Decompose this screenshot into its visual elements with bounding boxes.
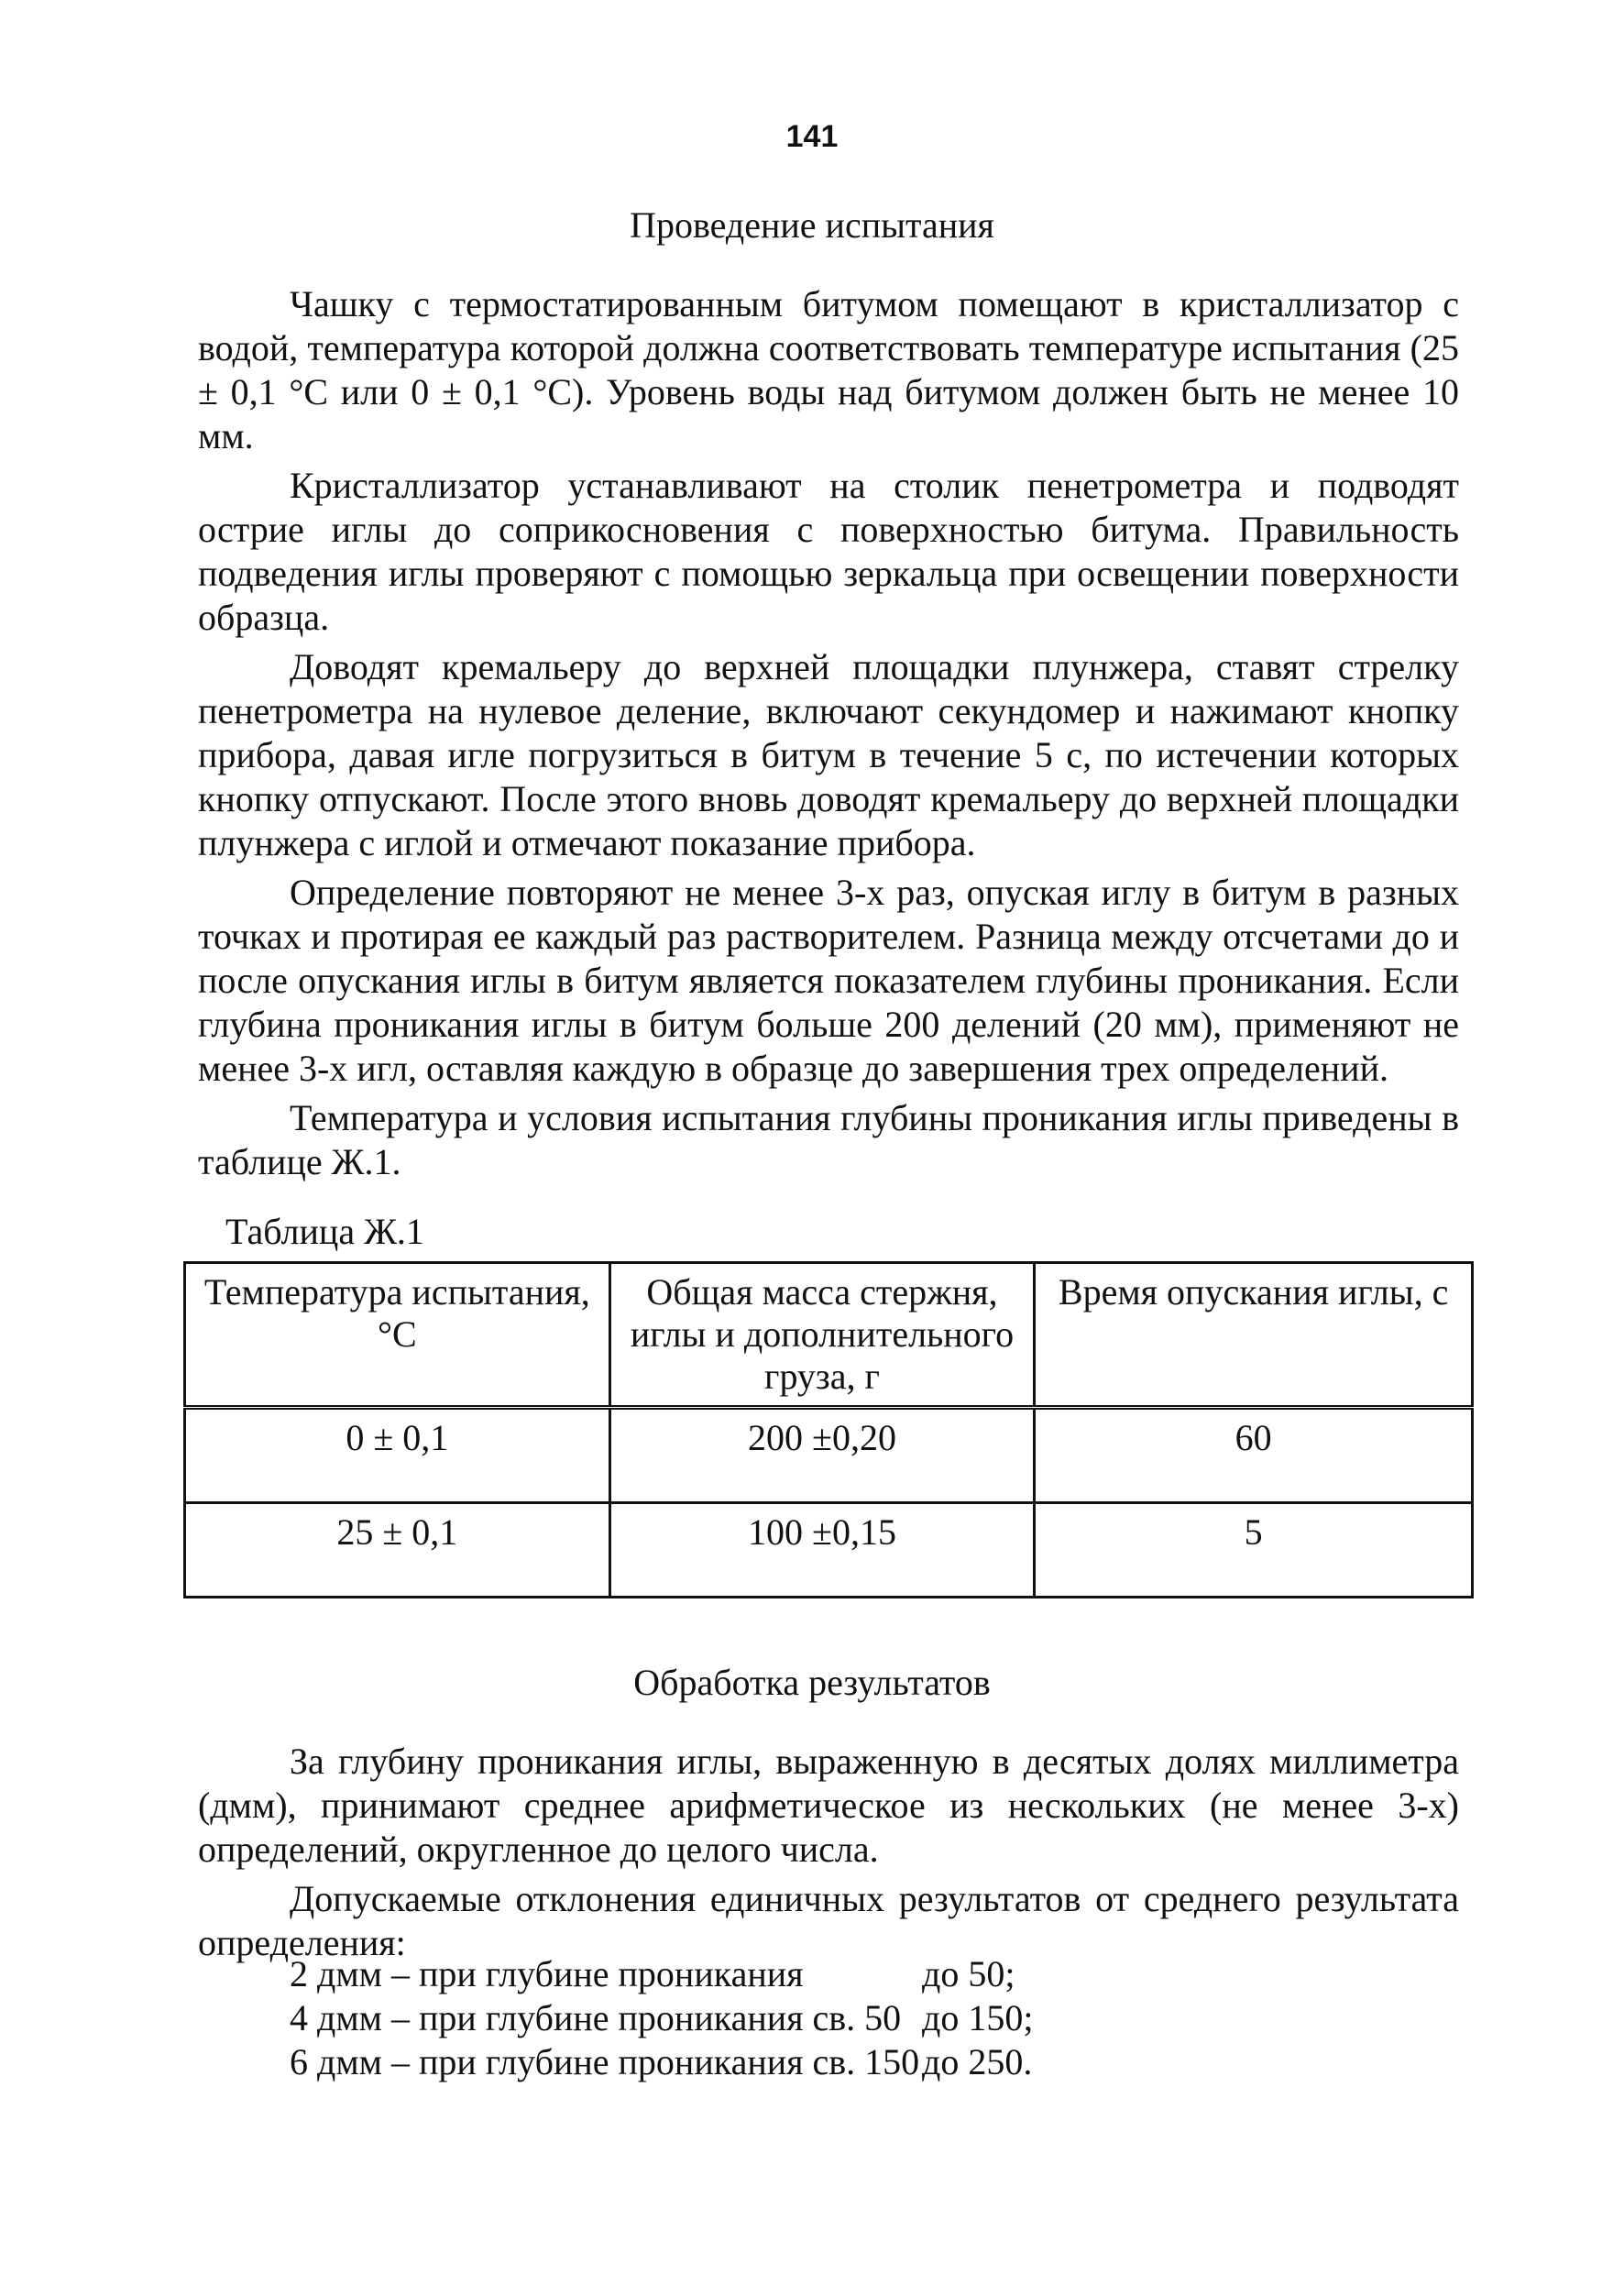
cell-mass: 100 ±0,15: [609, 1503, 1035, 1598]
results-text: [198, 1740, 1459, 1971]
cell-time: 5: [1035, 1503, 1473, 1598]
section-title-results: Обработка результатов: [633, 1662, 991, 1703]
table-header-row: [185, 1263, 1473, 1408]
paragraph: Чашку с термостатированным битумом помещают в кристаллизатор с водой, температура которой должна соответствовать температуре испытания (25 ± 0,1 °С или 0 ± 0,1 °С). Уровень воды над битумом должен быть не менее 10 мм.: [198, 283, 1459, 456]
header-time: Время опускания иглы, с: [1035, 1263, 1473, 1408]
header-temperature: Температура испытания, °С: [185, 1263, 610, 1408]
page-number: 141: [785, 119, 839, 154]
table-row: [185, 1408, 1473, 1503]
table-row: [185, 1503, 1473, 1598]
table-caption: Таблица Ж.1: [225, 1211, 424, 1252]
list-item: [290, 1996, 1033, 2040]
paragraph: За глубину проникания иглы, выраженную в десятых долях миллиметра (дмм), принимают среднее арифметическое из нескольких (не менее 3-х) определений, округленное до целого числа.: [198, 1741, 1459, 1870]
list-item-text: 2 дмм – при глубине проникания: [290, 1953, 804, 1994]
list-item-limit: до 250.: [922, 2041, 1033, 2082]
list-item-limit: до 50;: [922, 1953, 1015, 1994]
paragraph: Доводят кремальеру до верхней площадки плунжера, ставят стрелку пенетрометра на нулевое деление, включают секундомер и нажимают кнопку прибора, давая игле погрузиться в битум в течение 5 с, по истечении которых кнопку отпускают. После этого вновь доводят кремальеру до верхней площадки плунжера с иглой и отмечают показание прибора.: [198, 646, 1459, 863]
header-mass: Общая масса стержня, иглы и дополнительного груза, г: [609, 1263, 1035, 1408]
paragraph: Кристаллизатор устанавливают на столик пенетрометра и подводят острие иглы до соприкосновения с поверхностью битума. Правильность подведения иглы проверяют с помощью зеркальца при освещении поверхности образца.: [198, 465, 1459, 638]
cell-temperature: 0 ± 0,1: [185, 1408, 610, 1503]
list-item-text: 4 дмм – при глубине проникания св. 50: [290, 1997, 902, 2038]
paragraph: Определение повторяют не менее 3-х раз, опуская иглу в битум в разных точках и протирая ее каждый раз растворителем. Разница между отсчетами до и после опускания иглы в битум является показателем глубины проникания. Если глубина проникания иглы в битум больше 200 делений (20 мм), применяют не менее 3-х игл, оставляя каждую в образце до завершения трех определений.: [198, 872, 1459, 1089]
paragraph: Температура и условия испытания глубины проникания иглы приведены в таблице Ж.1.: [198, 1097, 1459, 1182]
cell-time: 60: [1035, 1408, 1473, 1503]
list-item: [290, 2040, 1033, 2084]
procedure-text: [198, 282, 1459, 1190]
tolerance-list: [290, 1952, 1033, 2084]
cell-mass: 200 ±0,20: [609, 1408, 1035, 1503]
section-title-procedure: Проведение испытания: [630, 204, 994, 246]
list-item: [290, 1952, 1033, 1996]
cell-temperature: 25 ± 0,1: [185, 1503, 610, 1598]
paragraph: Допускаемые отклонения единичных результатов от среднего результата определения:: [198, 1878, 1459, 1963]
list-item-text: 6 дмм – при глубине проникания св. 150: [290, 2041, 920, 2082]
test-conditions-table: [183, 1261, 1474, 1598]
list-item-limit: до 150;: [922, 1997, 1034, 2038]
